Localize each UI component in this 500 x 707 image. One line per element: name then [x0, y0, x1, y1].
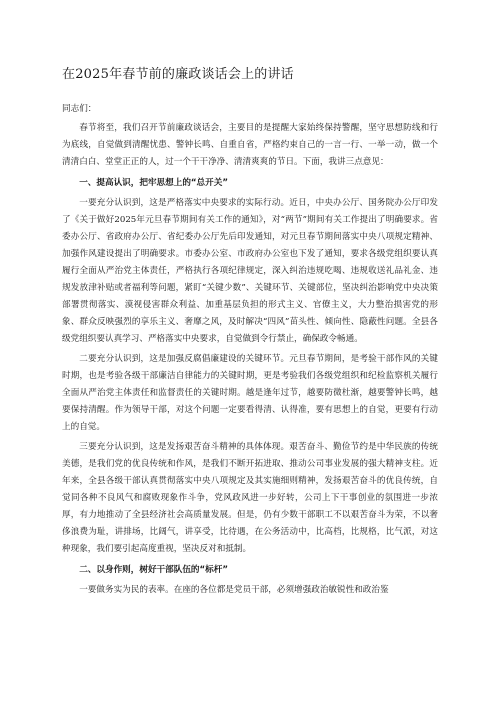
intro-paragraph: 春节将至，我们召开节前廉政谈话会，主要目的是提醒大家始终保持警醒，坚守思想防线和行为底线，自觉做到清醒忧患、警钟长鸣、自重自省，严格约束自己的一言一行、一举一动，做一个清清白白、堂堂正正的人，过一个干干净净、清清爽爽的节日。下面，我讲三点意见：: [62, 123, 438, 167]
document-title: 在2025年春节前的廉政谈话会上的讲话: [62, 67, 294, 82]
section2-paragraph-1: 一要做务实为民的表率。在座的各位都是党员干部，必须增强政治敏锐性和政治鉴: [79, 585, 389, 595]
section1-paragraph-2: 二要充分认识到，这是加强反腐倡廉建设的关键环节。元旦春节期间，是考验干部作风的关键时期，也是考验各级干部廉洁自律能力的关键时期，更是考验我们各级党组织和纪检监察机关履行全面从严治党主体责任和监督责任的关键时期。越是逢年过节，越要防微杜渐，越要警钟长鸣，越要保持清醒。作为领导干部，对这个问题一定要看得清、认得准，要有思想上的自觉，更要有行动上的自觉。: [62, 354, 438, 432]
section-heading-2: 二、以身作则，树好干部队伍的“标杆”: [79, 565, 228, 575]
section-heading-1: 一、提高认识，把牢思想上的“总开关”: [79, 178, 228, 188]
salutation: 同志们：: [62, 104, 97, 114]
section1-paragraph-3: 三要充分认识到，这是发扬艰苦奋斗精神的具体体现。艰苦奋斗、勤俭节约是中华民族的传统美德，是我们党的优良传统和作风，是我们不断开拓进取、推动公司事业发展的强大精神支柱。近年来，全县各级干部认真贯彻落实中央八项规定及其实施细则精神，发扬艰苦奋斗的优良传统，自觉同各种不良风气和腐败现象作斗争，党风政风进一步好转，公司上下干事创业的氛围进一步浓厚，有力地推动了全县经济社会高质量发展。但是，仍有少数干部职工不以艰苦奋斗为荣，不以奢侈浪费为耻，讲排场，比阔气，讲享受，比待遇，在公务活动中，比高档，比规格，比气派，对这种现象，我们要引起高度重视，坚决反对和抵制。: [62, 442, 438, 554]
section1-paragraph-1: 一要充分认识到，这是严格落实中央要求的实际行动。近日，中央办公厅、国务院办公厅印发了《关于做好2025年元旦春节期间有关工作的通知》，对“两节”期间有关工作提出了明确要求。省委办公厅、省政府办公厅、省纪委办公厅先后印发通知，对元旦春节期间落实中央八项规定精神、加强作风建设提出了明确要求。市委办公室、市政府办公室也下发了通知，要求各级党组织要认真履行全面从严治党主体责任，严格执行各项纪律规定，深入纠治违规吃喝、违规收送礼品礼金、违规发放津补贴或者福利等问题，紧盯“关键少数”、关键环节、关键部位，坚决纠治影响党中央决策部署贯彻落实、漠视侵害群众利益、加重基层负担的形式主义、官僚主义，大力整治损害党的形象、群众反映强烈的享乐主义、奢靡之风，及时解决“四风”苗头性、倾向性、隐蔽性问题。全县各级党组织要认真学习、严格落实中央要求，自觉做到令行禁止，确保政令畅通。: [62, 198, 438, 344]
